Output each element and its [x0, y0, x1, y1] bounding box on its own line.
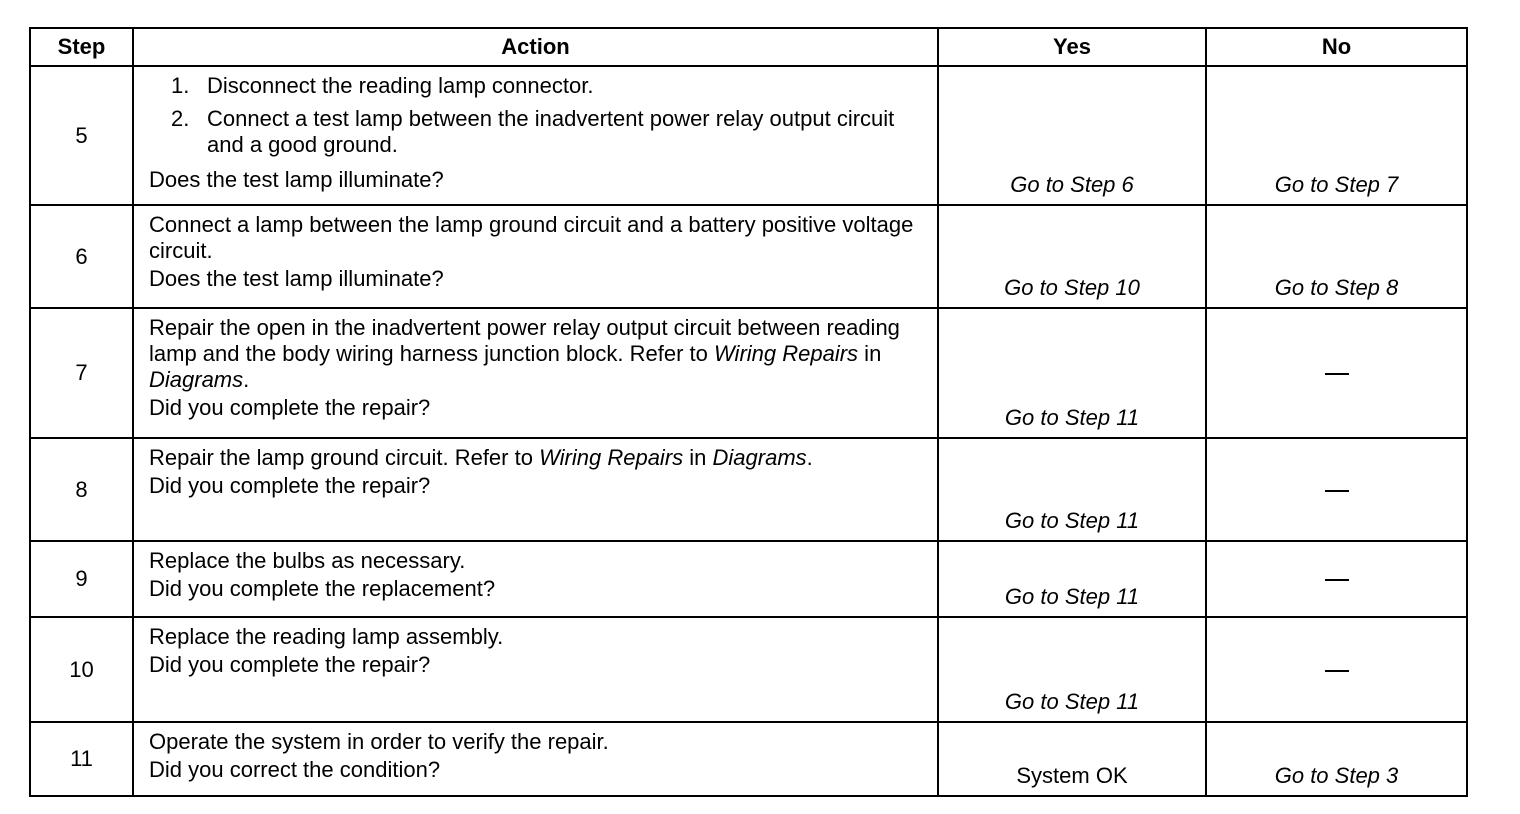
yes-result: Go to Step 11 [938, 308, 1206, 438]
reference-connector: in [858, 341, 882, 366]
dash-mark [1325, 490, 1349, 492]
dash-mark [1325, 670, 1349, 672]
table-row-step-6 [30, 205, 1467, 308]
action-question: Did you complete the repair? [149, 652, 431, 677]
table-row-step-10 [30, 617, 1467, 722]
no-result: Go to Step 3 [1206, 722, 1467, 796]
table-row-step-5 [30, 66, 1467, 205]
header-step: Step [30, 28, 133, 66]
no-result: Go to Step 8 [1206, 205, 1467, 308]
yes-result: Go to Step 11 [938, 541, 1206, 617]
step-number: 10 [30, 617, 133, 722]
instruction-text: Repair the open in the inadvertent power relay output circuit between reading lamp and the body wiring harness junction block. Refer to [149, 315, 900, 366]
action-cell [133, 205, 938, 308]
reference-document: Wiring Repairs [713, 341, 859, 366]
yes-result: Go to Step 6 [938, 66, 1206, 205]
step-number: 7 [30, 308, 133, 438]
action-instruction: Connect a lamp between the lamp ground circuit and a battery positive voltage circuit. [149, 212, 914, 263]
reference-connector: in [683, 445, 713, 470]
table-row-step-8 [30, 438, 1467, 541]
action-instruction: Replace the reading lamp assembly. [149, 624, 504, 649]
action-cell [133, 66, 938, 205]
table-row-step-9 [30, 541, 1467, 617]
action-list-item [171, 73, 925, 99]
diagnostic-table [29, 27, 1468, 797]
step-number: 8 [30, 438, 133, 541]
action-cell [133, 438, 938, 541]
action-question: Did you complete the replacement? [149, 576, 496, 601]
reference-end: . [243, 367, 250, 392]
action-question: Does the test lamp illuminate? [149, 266, 444, 291]
yes-result: Go to Step 11 [938, 617, 1206, 722]
action-question: Did you correct the condition? [149, 757, 441, 782]
action-instruction: Operate the system in order to verify the repair. [149, 729, 609, 754]
dash-mark [1325, 579, 1349, 581]
header-row [30, 28, 1467, 66]
no-result [1206, 308, 1467, 438]
header-no: No [1206, 28, 1467, 66]
action-cell [133, 722, 938, 796]
yes-result: Go to Step 10 [938, 205, 1206, 308]
action-cell [133, 617, 938, 722]
action-instruction [149, 445, 925, 471]
action-cell [133, 308, 938, 438]
reference-end: . [806, 445, 813, 470]
item-number: 1. [171, 73, 190, 98]
header-action: Action [133, 28, 938, 66]
no-result: Go to Step 7 [1206, 66, 1467, 205]
action-list-item [171, 106, 925, 158]
no-result [1206, 438, 1467, 541]
reference-section: Diagrams [149, 367, 244, 392]
item-text: Disconnect the reading lamp connector. [207, 73, 594, 98]
step-number: 6 [30, 205, 133, 308]
step-number: 5 [30, 66, 133, 205]
step-number: 11 [30, 722, 133, 796]
action-question: Did you complete the repair? [149, 395, 431, 420]
item-text: Connect a test lamp between the inadvertent power relay output circuit and a good ground. [207, 106, 895, 157]
item-number: 2. [171, 106, 190, 131]
yes-result: Go to Step 11 [938, 438, 1206, 541]
action-instruction: Replace the bulbs as necessary. [149, 548, 466, 573]
action-cell [133, 541, 938, 617]
yes-result: System OK [938, 722, 1206, 796]
table-row-step-11 [30, 722, 1467, 796]
no-result [1206, 541, 1467, 617]
action-question: Did you complete the repair? [149, 473, 431, 498]
step-number: 9 [30, 541, 133, 617]
action-instruction [149, 315, 925, 393]
action-question: Does the test lamp illuminate? [149, 167, 444, 192]
instruction-text: Repair the lamp ground circuit. Refer to [149, 445, 540, 470]
header-yes: Yes [938, 28, 1206, 66]
dash-mark [1325, 373, 1349, 375]
no-result [1206, 617, 1467, 722]
table-row-step-7 [30, 308, 1467, 438]
reference-section: Diagrams [712, 445, 807, 470]
reference-document: Wiring Repairs [539, 445, 684, 470]
